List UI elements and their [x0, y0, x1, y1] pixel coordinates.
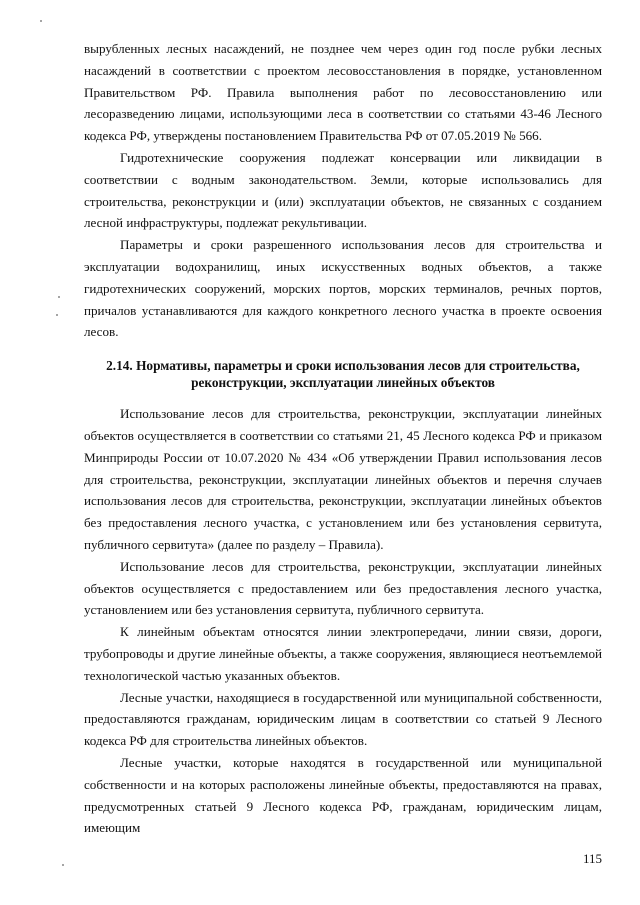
section-heading-line: реконструкции, эксплуатации линейных объектов: [191, 375, 495, 391]
paragraph: Гидротехнические сооружения подлежат консервации или ликвидации в соответствии с водным законодательством. Земли, которые использовались для строительства, реконструкции и (или) эксплуатации объектов, не связанных с созданием лесной инфраструктуры, подлежат рекультивации.: [84, 149, 602, 231]
paragraph: Параметры и сроки разрешенного использования лесов для строительства и эксплуатации водохранилищ, иных искусственных водных объектов, а также гидротехнических сооружений, морских портов, морских терминалов, речных портов, причалов устанавливаются для каждого конкретного лесного участка в проекте освоения лесов.: [84, 237, 602, 340]
page-number: 115: [582, 851, 602, 866]
paragraph: Лесные участки, находящиеся в государственной или муниципальной собственности, предоставляются гражданам, юридическим лицам в соответствии со статьей 9 Лесного кодекса РФ для строительства линейных объектов.: [84, 689, 602, 749]
scan-speck: [62, 864, 64, 866]
scan-speck: [56, 314, 58, 316]
section-heading-line: 2.14. Нормативы, параметры и сроки использования лесов для строительства,: [106, 358, 580, 374]
paragraph: Лесные участки, которые находятся в государственной или муниципальной собственности и на которых расположены линейные объекты, предоставляются на правах, предусмотренных статьей 9 Лесного кодекса РФ, гражданам, юридическим лицам, имеющим: [84, 754, 602, 836]
scan-speck: [58, 296, 60, 298]
paragraph: Использование лесов для строительства, реконструкции, эксплуатации линейных объектов осуществляется в соответствии со статьями 21, 45 Лесного кодекса РФ и приказом Минприроды России от 10.07.2020 № 434 «Об утверждении Правил использования лесов для строительства, реконструкции, эксплуатации линейных объектов и перечня случаев использования лесов для строительства, реконструкции, эксплуатации линейных объектов без предоставления лесного участка, с установлением или без установления сервитута, публичного сервитута» (далее по разделу – Правила).: [84, 406, 602, 552]
paragraph: вырубленных лесных насаждений, не позднее чем через один год после рубки лесных насаждений в соответствии с проектом лесовосстановления в порядке, установленном Правительством РФ. Правила выполнения работ по лесовосстановлению или лесоразведению лицами, использующими леса в соответствии со статьями 43-46 Лесного кодекса РФ, утверждены постановлением Правительства РФ от 07.05.2019 № 566.: [84, 41, 602, 144]
paragraph: Использование лесов для строительства, реконструкции, эксплуатации линейных объектов осуществляется с предоставлением или без предоставления лесного участка, установлением или без установления сервитута, публичного сервитута.: [84, 558, 602, 618]
paragraph: К линейным объектам относятся линии электропередачи, линии связи, дороги, трубопроводы и другие линейные объекты, а также сооружения, являющиеся неотъемлемой технологической частью указанных объектов.: [84, 624, 602, 683]
document-page: [84, 38, 602, 839]
section-heading: [84, 357, 602, 391]
scan-speck: [40, 20, 42, 22]
